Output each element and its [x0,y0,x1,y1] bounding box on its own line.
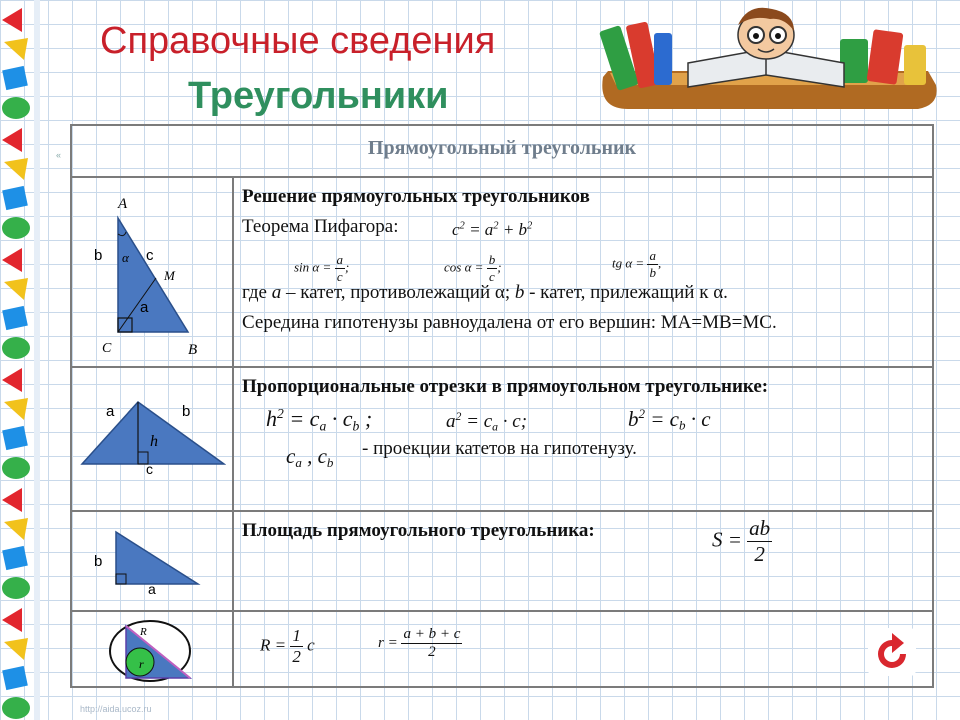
inradius-label: r [139,657,144,671]
leg-a-formula: $a^2 = c_a \cdot c$; [446,410,528,434]
area-triangle-figure [76,526,226,596]
circumradius-label: R [140,626,147,638]
foot-label-c: c [146,461,153,477]
decorative-shape [2,368,22,392]
leg-label-a: a [148,581,156,596]
circumradius-formula: R = $\frac{1}{2}$ c [260,626,315,666]
decorative-shape [4,38,28,60]
decorative-shape [2,66,28,90]
decorative-left-strip [0,0,40,720]
colored-shapes-border [0,0,40,720]
sine-formula: sin α = $\frac{a}{c}$ ; [294,252,350,284]
pythagoras-label: Теорема Пифагора: [242,216,399,237]
midpoint-label-m: M [164,268,175,283]
row2-heading: Пропорциональные отрезки в прямоугольном треугольнике: [242,376,769,397]
cosine-formula: cos α = $\frac{b}{c}$ ; [444,252,502,284]
decorative-shape [4,638,28,660]
slide-marker: « [56,150,62,160]
median-property: Середина гипотенузы равноудалена от его вершин: MA=MB=MC. [242,312,777,333]
decorative-shape [4,278,28,300]
decorative-shape [2,97,30,119]
decorative-shape [2,697,30,719]
area-formula: S = $\frac{ab}{2}$ [712,516,771,566]
decorative-shape [2,186,28,210]
pythagoras-formula: $c^2 = a^2 + b^2$ [452,220,533,239]
decorative-shape [4,518,28,540]
back-arrow-icon[interactable] [868,628,916,676]
column-divider [232,178,234,688]
altitude-triangle-figure [76,390,226,480]
leg-label-a: a [140,299,149,316]
projections-symbols: $c_a$ , $c_b$ [286,444,334,470]
decorative-shape [4,158,28,180]
altitude-formula: $h^2 = c_a \cdot c_b$ ; [266,406,373,434]
slide-title: Справочные сведения [100,20,496,62]
angle-label-alpha: α [122,250,129,265]
decorative-shape [2,546,28,570]
row-divider [72,610,932,612]
altitude-label-h: h [150,433,158,450]
row1-heading: Решение прямоугольных треугольников [242,186,590,207]
leg-label-b: b [94,553,103,570]
decorative-shape [2,577,30,599]
table-header: Прямоугольный треугольник [367,137,637,159]
leg-b-formula: $b^2 = c_b \cdot c$ [628,406,711,433]
decorative-shape [2,666,28,690]
decorative-shape [4,398,28,420]
hypotenuse-label-c: c [146,247,154,264]
right-triangle-figure [76,182,226,362]
leg-label-a: a [106,403,115,420]
reading-boy-clipart [588,5,950,117]
inradius-formula: r = $\frac{a + b + c}{2}$ [378,626,461,660]
vertex-label-a: A [118,196,128,212]
legs-description: где a – катет, противолежащий α; b - катет, прилежащий к α. [242,282,728,303]
vertex-label-b: B [188,342,198,358]
leg-label-b: b [94,247,103,264]
decorative-shape [2,306,28,330]
watermark: http://aida.ucoz.ru [80,704,152,714]
row-divider [72,510,932,512]
slide-subtitle: Треугольники [188,75,449,117]
row3-heading: Площадь прямоугольного треугольника: [242,520,595,541]
vertex-label-c: C [102,341,112,356]
inscribed-circumscribed-figure [106,618,196,684]
leg-label-b: b [182,403,191,420]
decorative-shape [2,608,22,632]
decorative-shape [2,248,22,272]
decorative-shape [2,457,30,479]
decorative-shape [2,217,30,239]
decorative-shape [2,128,22,152]
decorative-shape [2,8,22,32]
row-divider [72,366,932,368]
decorative-shape [2,337,30,359]
row-divider [72,176,932,178]
decorative-shape [2,488,22,512]
projections-description: - проекции катетов на гипотенузу. [362,438,637,459]
reference-table [70,124,934,688]
tangent-formula: tg α = $\frac{a}{b}$ , [612,248,662,280]
decorative-shape [2,426,28,450]
